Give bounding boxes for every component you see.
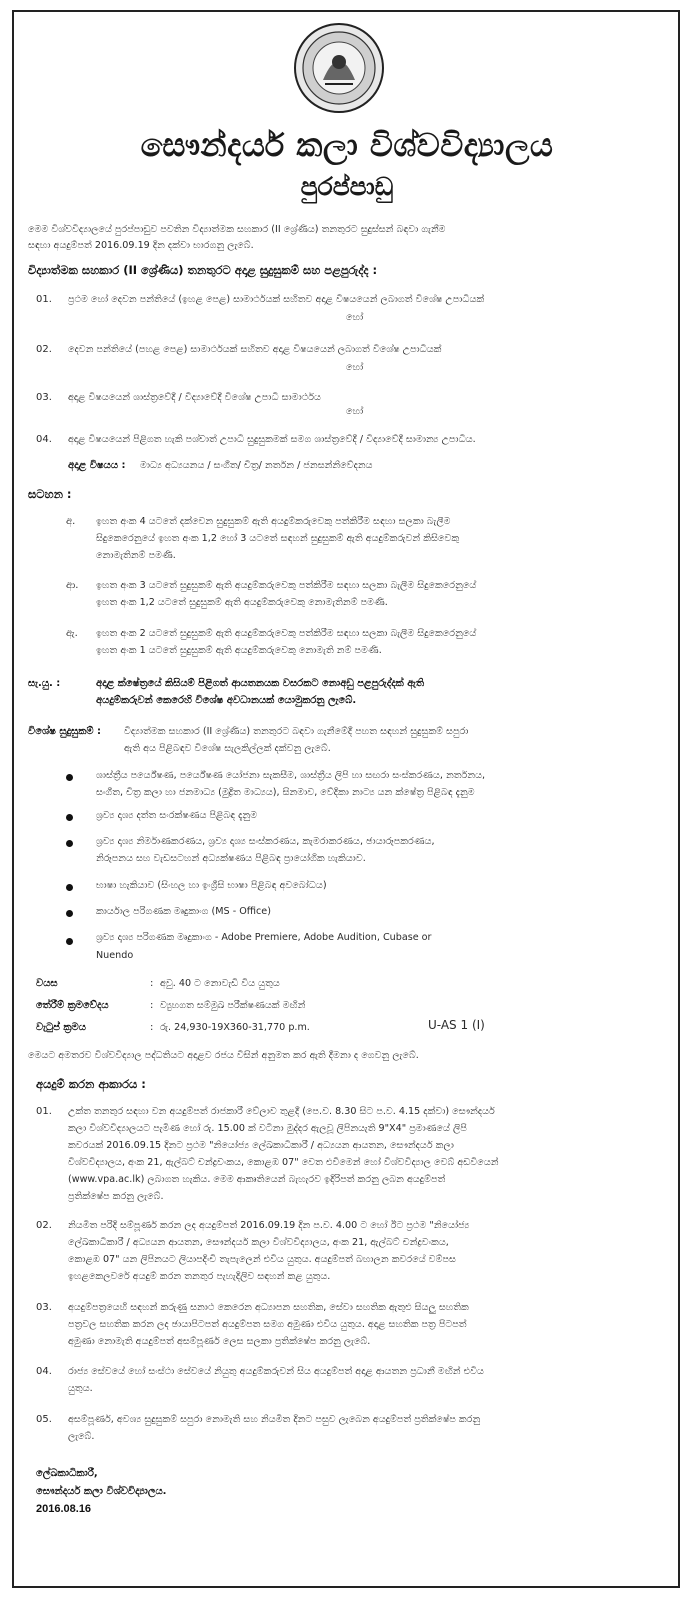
qualification-number: 03. bbox=[36, 392, 52, 403]
salary-scale-value: රු. 24,930-19X360-31,770 p.m. bbox=[160, 1022, 310, 1033]
special-qualifications-line: විද්‍යාත්මක සහකාර (II ශ්‍රේණිය) තනතුරට බඳවා ගැනීමේදී පහත සඳහන් සුදුසුකම් සපුරා bbox=[124, 726, 469, 737]
signature-university: සෞන්දර්ය කලා විශ්වවිද්‍යාලය. bbox=[36, 1486, 167, 1497]
qualification-number: 04. bbox=[36, 434, 52, 445]
bullet-icon bbox=[66, 884, 73, 891]
apply-line: ලේඛකාධිකාරී / අධ්‍යයන ආයතන, සෞන්දර්ය කලා විශ්වවිද්‍යාලය, අංක 21, ඇල්බට් චන්ද්‍රවංකය, bbox=[68, 1237, 449, 1248]
apply-line: නියමිත පරිදි සම්පූර්ණ කරන ලද අයදුම්පත් 2016.09.19 දින ප.ව. 4.00 ට හෝ ඊට ප්‍රථම "නියෝජ්‍ය bbox=[68, 1220, 470, 1231]
age-value: අවු. 40 ට නොවැඩි විය යුතුය bbox=[160, 978, 280, 989]
bullet-line: නිරූපනය සහ වැඩසටහන් අධ්‍යක්ෂණය පිළිබඳ ප්‍රායෝගික හැකියාව. bbox=[96, 853, 366, 864]
selection-method-value: ව්‍යුහගත සම්මුඛ පරීක්ෂණයක් මඟින් bbox=[160, 1000, 306, 1011]
apply-line: අමුණා නොමැති අයදුම්පත් අසම්පූර්ණ ලෙස සලකා ප්‍රතික්ෂේප කරනු ලැබේ. bbox=[68, 1336, 371, 1347]
note-line: සිදුකෙරෙනුයේ ඉහත අංක 1,2 හෝ 3 යටතේ සඳහන් සුදුසුකම් ඇති අයදුම්කරුවන් කිසිවෙකු bbox=[96, 533, 460, 544]
age-label: වයස bbox=[36, 978, 58, 989]
qualification-text: අදාළ විෂයයෙන් පිළිගත හැකි පශ්චාත් උපාධි සුදුසුකමක් සමග ශාස්ත්‍රවේදී / විද්‍යාවේදී සාමාන්‍ය උපාධිය. bbox=[68, 434, 476, 445]
salary-code: U-AS 1 (I) bbox=[428, 1018, 485, 1032]
qualification-number: 02. bbox=[36, 344, 52, 355]
signature-date: 2016.08.16 bbox=[36, 1503, 92, 1515]
selection-method-label: තේරීම් ක්‍රමවේදය bbox=[36, 1000, 109, 1011]
apply-line: කොළඹ 07" යන ලිපිනයට ලියාපදිංචි තැපැලෙන් එවිය යුතුය. අයදුම්පත් බහාලන කවරයේ වම්පස bbox=[68, 1254, 456, 1265]
note-key: ඇ. bbox=[66, 628, 78, 639]
bullet-line: Nuendo bbox=[96, 950, 134, 961]
subjects-value: මාධ්‍ය අධ්‍යයනය / සංගීත/ චිත්‍ර/ නර්තන / ජනසන්නිවේදනය bbox=[140, 460, 373, 471]
apply-line: පත්‍රවල සහතික කරන ලද ඡායාපිටපත් අයදුම්පත සමග අමුණා එවිය යුතුය. අදාළ සහතික පත්‍ර පිටපත් bbox=[68, 1319, 467, 1330]
apply-line: අසම්පූර්ණ, අවශ්‍ය සුදුසුකම් සපුරා නොමැති සහ නියමිත දිනට පසුව ලැබෙන අයදුම්පත් ප්‍රතික්ෂේප කරනු bbox=[68, 1414, 481, 1425]
bullet-line: කාර්යාල පරිගණක මෘදුකාංග (MS - Office) bbox=[96, 906, 271, 917]
apply-line: ඉහළකෙලවරේ අයදුම් කරන තනතුර පැහැදිලිව සඳහන් කළ යුතුය. bbox=[68, 1271, 331, 1282]
apply-number: 01. bbox=[36, 1106, 52, 1117]
apply-number: 04. bbox=[36, 1366, 52, 1377]
apply-number: 05. bbox=[36, 1414, 52, 1425]
notes-heading: සටහන : bbox=[28, 487, 72, 501]
intro-line-2: සඳහා අයදුම්පත් 2016.09.19 දින දක්වා භාරගනු ලැබේ. bbox=[28, 240, 254, 251]
colon: : bbox=[150, 1000, 154, 1011]
allowance-note: මෙයට අමතරව විශ්වවිද්‍යාල පද්ධතියට අදාළව රජය විසින් අනුමත කර ඇති දීමනා ද ගෙවනු ලැබේ. bbox=[28, 1050, 419, 1061]
note-sau-label: සැ.යු. : bbox=[28, 678, 61, 689]
or-text: හෝ bbox=[346, 312, 364, 323]
bullet-icon bbox=[66, 840, 73, 847]
advertisement-title: පුරප්පාඩු bbox=[300, 172, 394, 201]
colon: : bbox=[150, 978, 154, 989]
qualification-text: දෙවන පන්තියේ (පහළ පෙළ) සාමාර්ථයක් සහිතව අදාළ විෂයයෙන් ලබාගත් විශේෂ උපාධියක් bbox=[68, 344, 442, 355]
note-line: ඉහත අංක 1 යටතේ සුදුසුකම් ඇති අයදුම්කරුවෙකු නොමැති නම් පමණි. bbox=[96, 645, 382, 656]
note-line: නොමැතිනම් පමණි. bbox=[96, 550, 176, 561]
apply-line: (www.vpa.ac.lk) ලබාගත හැකිය. මෙම ආකෘතියෙන් බැහැරව ඉදිරිපත් කරනු ලබන අයදුම්පත් bbox=[68, 1174, 446, 1185]
note-sau-line: අදාළ ක්ෂේත්‍රයේ කිසියම් පිළිගත් ආයතනයක වසරකට නොඅඩු පළපුරුද්දක් ඇති bbox=[96, 678, 425, 689]
university-seal-logo bbox=[293, 22, 385, 114]
university-name: සෞන්දර්ය කලා විශ්වවිද්‍යාලය bbox=[140, 126, 554, 164]
special-qualifications-label: විශේෂ සුදුසුකම් : bbox=[28, 726, 102, 737]
subjects-label: අදාළ විෂයය : bbox=[68, 460, 126, 471]
how-to-apply-heading: අයදුම් කරන ආකාරය : bbox=[36, 1077, 146, 1091]
bullet-line: ශ්‍රව්‍ය දෘශ්‍ය දත්ත සංරක්ෂණය පිළිබඳ දැනුම bbox=[96, 810, 258, 821]
apply-line: ප්‍රතික්ෂේප කරනු ලැබේ. bbox=[68, 1191, 164, 1202]
bullet-line: ශ්‍රව්‍ය දෘශ්‍ය නිර්මාණකරණය, ශ්‍රව්‍ය දෘශ්‍ය සංස්කරණය, කැමරාකරණය, ඡායාරූපකරණය, bbox=[96, 836, 435, 847]
apply-line: අයදුම්පත්‍රයෙහි සඳහන් කරුණු සනාථ කෙරෙන අධ්‍යාපන සහතික, සේවා සහතික ඇතුළු සියලු සහතික bbox=[68, 1302, 469, 1313]
note-line: ඉහත අංක 3 යටතේ සුදුසුකම් ඇති අයදුම්කරුවෙකු පත්කිරීම සඳහා සලකා බැලීම සිදුකෙරෙනුයේ bbox=[96, 580, 477, 591]
apply-line: ලැබේ. bbox=[68, 1431, 95, 1442]
bullet-line: ශාස්ත්‍රීය පර්යේෂණ, පර්යේෂණ යෝජනා සැකසීම, ශාස්ත්‍රීය ලිපි හා සඟරා සංස්කරණය, නර්තනය, bbox=[96, 770, 486, 781]
special-qualifications-line: ඇති අය පිළිබඳව විශේෂ සැලකිල්ලක් දක්වනු ලැබේ. bbox=[124, 743, 331, 754]
apply-line: යුතුය. bbox=[68, 1383, 93, 1394]
note-key: ආ. bbox=[66, 580, 79, 591]
bullet-icon bbox=[66, 814, 73, 821]
signature-title: ලේඛකාධිකාරී, bbox=[36, 1468, 98, 1479]
bullet-icon bbox=[66, 774, 73, 781]
apply-line: කලා විශ්වවිද්‍යාලයට පැමිණ හෝ රු. 15.00 ක් වටිනා මුද්දර ඇලවූ ලිපිනයැති 9"X4" ප්‍රමාණයේ ලිපි bbox=[68, 1123, 467, 1134]
bullet-icon bbox=[66, 938, 73, 945]
bullet-line: ශ්‍රව්‍ය දෘශ්‍ය පරිගණක මෘදුකාංග - Adobe Premiere, Adobe Audition, Cubase or bbox=[96, 932, 432, 943]
qualification-text: අදාළ විෂයයෙන් ශාස්ත්‍රවේදී / විද්‍යාවේදී විශේෂ උපාධි සාමාර්ථය bbox=[68, 392, 321, 403]
intro-line-1: මෙම විශ්වවිද්‍යාලයේ පුරප්පාඩුව පවතින විද්‍යාත්මක සහකාර (II ශ්‍රේණිය) තනතුරට සුදුස්සන් බඳවා ගැනීම bbox=[28, 224, 446, 235]
qualification-number: 01. bbox=[36, 294, 52, 305]
colon: : bbox=[150, 1022, 154, 1033]
bullet-line: සංගීත, චිත්‍ර කලා හා ජනමාධ්‍ය (මුද්‍රිත මාධ්‍යය), සිනමාව, වේදිකා නාට්‍ය යන ක්ෂේත්‍ර පිළිබඳ දැනුම bbox=[96, 787, 475, 798]
apply-line: විශ්වවිද්‍යාලය, අංක 21, ඇල්බට් චන්ද්‍රවංකය, කොළඹ 07" වෙත එවීමෙන් හෝ විශ්වවිද්‍යාල වෙබ් අඩවියෙන් bbox=[68, 1157, 499, 1168]
note-line: ඉහත අංක 4 යටතේ දක්වෙන සුදුසුකම් ඇති අයදුම්කරුවෙකු පත්කිරීම සඳහා සලකා බැලීම bbox=[96, 516, 451, 527]
or-text: හෝ bbox=[346, 406, 364, 417]
apply-line: කවරයක් 2016.09.15 දිනට ප්‍රථම "නියෝජ්‍ය ලේඛකාධිකාරී / අධ්‍යයන ආයතන, සෞන්දර්ය කලා bbox=[68, 1140, 454, 1151]
note-key: අ. bbox=[66, 516, 76, 527]
note-line: ඉහත අංක 2 යටතේ සුදුසුකම් ඇති අයදුම්කරුවෙකු පත්කිරීම සඳහා සලකා බැලීම සිදුකෙරෙනුයේ bbox=[96, 628, 477, 639]
qualification-text: ප්‍රථම හෝ දෙවන පන්තියේ (ඉහළ පෙළ) සාමාර්ථයක් සහිතව අදාළ විෂයයෙන් ලබාගත් විශේෂ උපාධියක් bbox=[68, 294, 485, 305]
apply-line: උක්ත තනතුර සඳහා වන අයදුම්පත් රාජකාරී වේලාව තුළදී (පෙ.ව. 8.30 සිට ප.ව. 4.15 දක්වා) සෞන්දර්ය bbox=[68, 1106, 495, 1117]
apply-number: 03. bbox=[36, 1302, 52, 1313]
note-line: ඉහත අංක 1,2 යටතේ සුදුසුකම් ඇති අයදුම්කරුවෙකු නොමැතිනම් පමණි. bbox=[96, 597, 388, 608]
note-sau-line: අයදුම්කරුවන් කෙරෙහි විශේෂ අවධානයක් යොමුකරනු ලැබේ. bbox=[96, 695, 357, 706]
or-text: හෝ bbox=[346, 362, 364, 373]
apply-number: 02. bbox=[36, 1220, 52, 1231]
apply-line: රාජ්‍ය සේවයේ හෝ සංස්ථා සේවයේ නියුතු අයදුම්කරුවන් සිය අයදුම්පත් අදාළ ආයතන ප්‍රධානී මඟින් එවිය bbox=[68, 1366, 484, 1377]
salary-scale-label: වැටුප් ක්‍රමය bbox=[36, 1022, 86, 1033]
bullet-icon bbox=[66, 910, 73, 917]
qualifications-heading: විද්‍යාත්මක සහකාර (II ශ්‍රේණිය) තනතුරට අදාළ සුදුසුකම් සහ පළපුරුද්ද : bbox=[28, 263, 378, 277]
bullet-line: භාෂා හැකියාව (සිංහල හා ඉංග්‍රීසි භාෂා පිළිබඳ අවබෝධය) bbox=[96, 880, 327, 891]
